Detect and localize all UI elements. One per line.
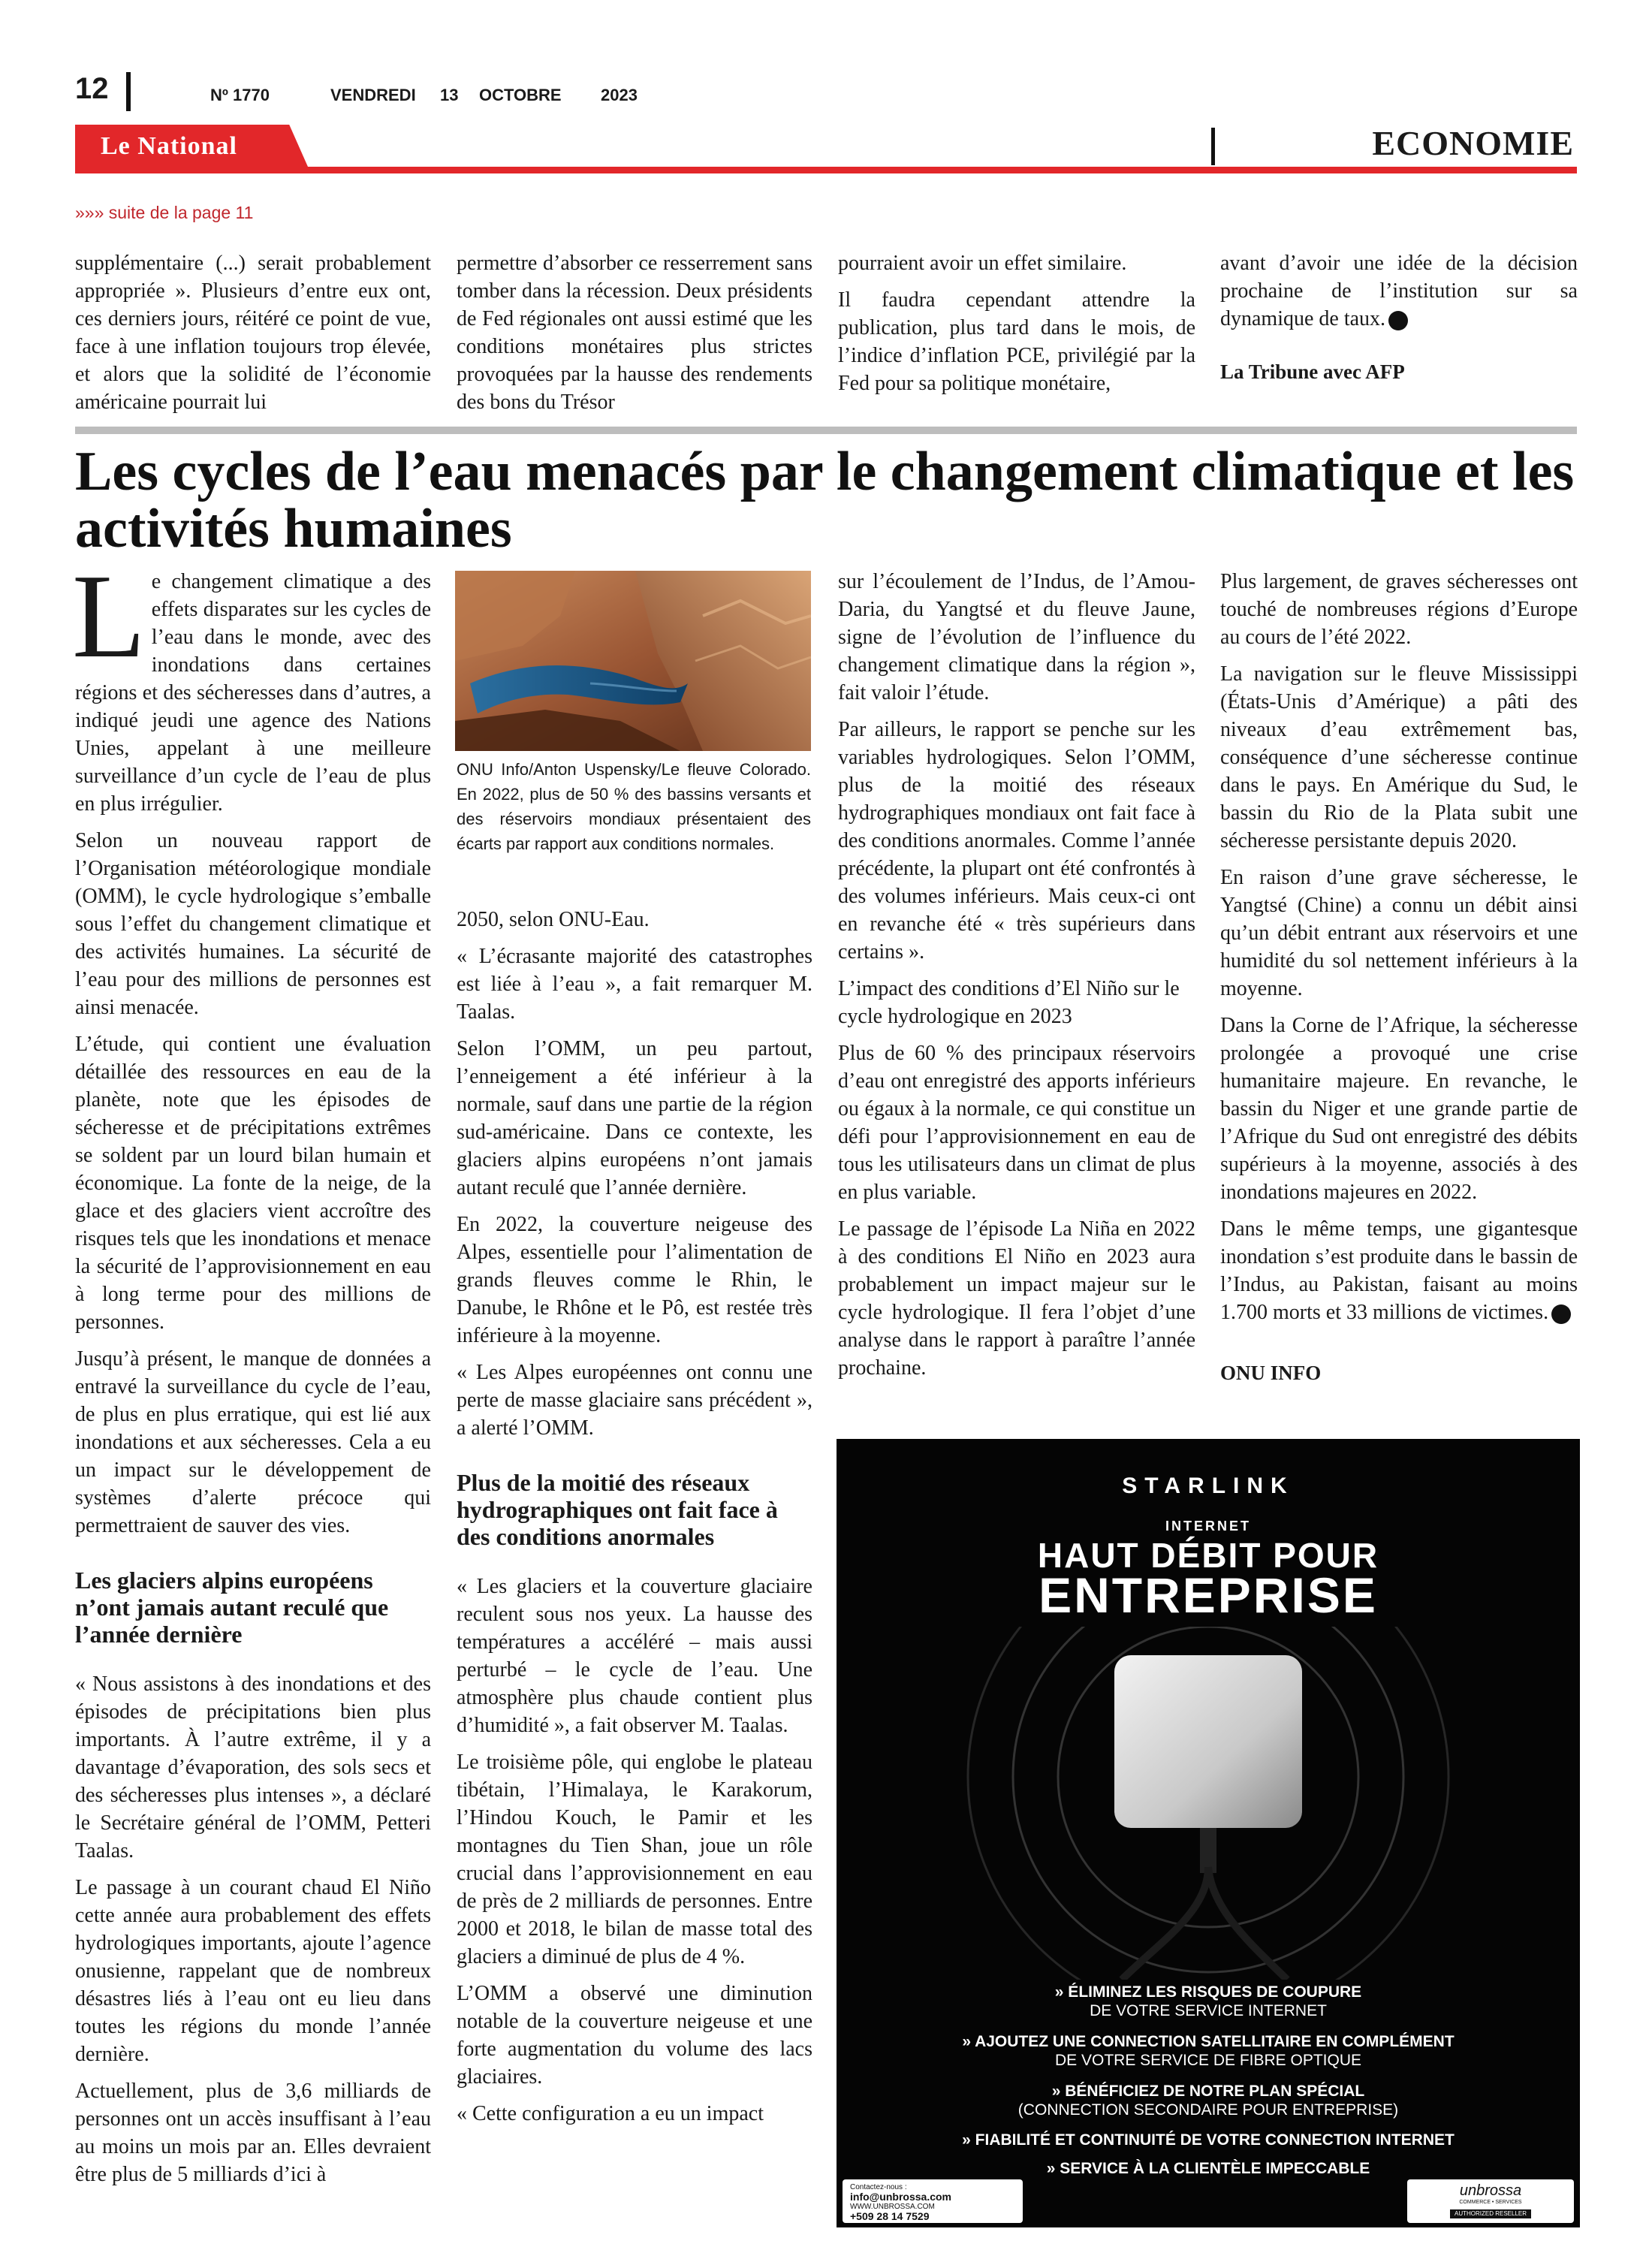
ad-benefit-3	[837, 2082, 1580, 2119]
paragraph-text: e changement climatique a des effets disparates sur les cycles de l’eau dans le monde, avec des inondations dans certaines régions et des sécheresses dans d’autres, a indiqué jeudi une agence des Nations Unies, appelant à une meilleure surveillance d’un cycle de l’eau de plus en plus irrégulier.	[75, 570, 431, 816]
colorado-river-photo	[455, 571, 811, 751]
section-title: ECONOMIE	[1372, 124, 1574, 162]
ad-benefit-line: » BÉNÉFICIEZ DE NOTRE PLAN SPÉCIAL	[1051, 2083, 1365, 2100]
paragraph-text: Dans le même temps, une gigantesque inondation s’est produite dans le bassin de l’Indus, au Pakistan, faisant au moins 1.700 morts et 33 millions de victimes.	[1220, 1217, 1578, 1324]
ad-benefit-4: » FIABILITÉ ET CONTINUITÉ DE VOTRE CONNECTION INTERNET	[962, 2131, 1455, 2149]
starlink-advertisement[interactable]	[837, 1439, 1580, 2227]
issue-day: VENDREDI	[330, 86, 416, 104]
section-divider	[1211, 128, 1215, 165]
drop-cap: L	[72, 549, 146, 683]
ad-benefit-1	[837, 1983, 1580, 2020]
paragraph: Il faudra cependant attendre la publication, plus tard dans le mois, de l’indice d’inflation PCE, privilégié par la Fed pour sa politique monétaire,	[838, 288, 1195, 395]
issue-date: 13	[440, 86, 459, 104]
paragraph: Dans la Corne de l’Afrique, la sécheresse prolongée a provoqué une crise humanitaire majeure. En revanche, le bassin du Niger et une grande partie de l’Afrique du Sud ont enregistré des débits supérieurs à la moyenne, associés à des inondations majeures en 2022.	[1220, 1014, 1578, 1204]
ad-benefit-line: » ÉLIMINEZ LES RISQUES DE COUPURE	[1054, 1983, 1362, 2001]
paragraph	[72, 549, 431, 818]
paragraph: Selon un nouveau rapport de l’Organisation météorologique mondiale (OMM), le cycle hydrologique s’emballe sous l’effet du changement climatique et des activités humaines. La sécurité de l’eau pour des millions de personnes est ainsi menacée.	[75, 829, 431, 1019]
paragraph: « Nous assistons à des inondations et des épisodes de précipitations bien plus importants. À l’autre extrême, il y a davantage d’évaporation, des sols secs et des sécheresses plus intenses », a déclaré le Secrétaire général de l’OMM, Petteri Taalas.	[75, 1672, 431, 1862]
ad-benefit-line: DE VOTRE SERVICE DE FIBRE OPTIQUE	[1054, 2052, 1362, 2069]
paragraph-text: avant d’avoir une idée de la décision prochaine de l’institution sur sa dynamique de taux.	[1220, 252, 1578, 330]
prev-article-column-4	[1220, 249, 1578, 386]
article-column-3	[838, 568, 1195, 1391]
article-divider	[75, 427, 1577, 434]
contact-label: Contactez-nous :	[850, 2183, 907, 2191]
contact-website[interactable]: WWW.UNBROSSA.COM	[850, 2203, 935, 2211]
article-headline: Les cycles de l’eau menacés par le changement climatique et les activités humaines	[75, 441, 1575, 559]
paragraph: En raison d’une grave sécheresse, le Yangtsé (Chine) a connu un débit ainsi qu’un débit entrant aux réservoirs et une humidité du sol nettement inférieurs à la moyenne.	[1220, 866, 1578, 1000]
paragraph: permettre d’absorber ce resserrement sans tomber dans la récession. Deux présidents de Fed régionales ont aussi estimé que les conditions monétaires plus strictes provoquées par la hausse des rendements des bons du Trésor	[457, 252, 812, 414]
paragraph: En 2022, la couverture neigeuse des Alpes, essentielle pour l’alimentation de grands fleuves comme le Rhin, le Danube, le Rhône et le Pô, est restée très inférieure à la moyenne.	[457, 1213, 812, 1347]
subheading: Plus de la moitié des réseaux hydrographiques ont fait face à des conditions anormales	[457, 1469, 778, 1550]
paragraph: Le troisième pôle, qui englobe le plateau tibétain, l’Himalaya, le Karakorum, l’Hindou Kouch, le Pamir et les montagnes du Tien Shan, joue un rôle crucial dans l’approvisionnement en eau de près de 2 milliards de personnes. Entre 2000 et 2018, le bilan de masse total des glaciers a diminué de plus de 4 %.	[457, 1751, 812, 1968]
issue-year: 2023	[601, 86, 638, 104]
paragraph: L’impact des conditions d’El Niño sur le cycle hydrologique en 2023	[838, 977, 1180, 1028]
article-photo	[455, 571, 811, 751]
article-column-1	[72, 549, 431, 2197]
ad-contact-box	[843, 2179, 1023, 2223]
reseller-logo-box	[1407, 2179, 1574, 2223]
ad-title-line-2: ENTREPRISE	[1039, 1567, 1378, 1623]
ad-brand: STARLINK	[1122, 1473, 1295, 1498]
paragraph: Le passage de l’épisode La Niña en 2022 à des conditions El Niño en 2023 aura probablement un impact majeur sur le cycle hydrologique. Il fera l’objet d’une analyse dans le rapport à paraître l’année prochaine.	[838, 1217, 1195, 1380]
issue-month: OCTOBRE	[479, 86, 562, 104]
paragraph: « Les Alpes européennes ont connu une perte de masse glaciaire sans précédent », a alerté l’OMM.	[457, 1361, 812, 1440]
paragraph	[1220, 249, 1578, 333]
paragraph: Par ailleurs, le rapport se penche sur les variables hydrologiques. Selon l’OMM, plus de la moitié des réseaux hydrographiques mondiaux ont fait face à des conditions anormales. Comme l’année précédente, la plupart ont été confrontés à des volumes inférieurs. Mais ceux-ci ont en revanche été « très supérieurs dans certains ».	[838, 718, 1195, 964]
end-of-article-icon	[1388, 311, 1408, 330]
ad-benefit-5: » SERVICE À LA CLIENTÈLE IMPECCABLE	[1046, 2160, 1370, 2177]
unbrossa-logo: unbrossa	[1459, 2182, 1522, 2199]
paragraph: « Les glaciers et la couverture glaciaire reculent sous nos yeux. La hausse des températures a accéléré – mais aussi perturbé – le cycle de l’eau. Une atmosphère plus chaude contient plus d’humidité », a fait observer M. Taalas.	[457, 1575, 812, 1737]
byline: La Tribune avec AFP	[1220, 360, 1405, 383]
prev-article-column-3	[838, 249, 1195, 406]
prev-article-column-1	[75, 249, 431, 425]
article-column-2	[457, 906, 812, 2137]
paragraph: 2050, selon ONU-Eau.	[457, 908, 650, 931]
paragraph: Plus de 60 % des principaux réservoirs d’eau ont enregistré des apports inférieurs ou égaux à la normale, ce qui constitue un défi pour l’approvisionnement en eau de tous les utilisateurs dans un climat de plus en plus variable.	[838, 1042, 1195, 1204]
paragraph: « L’écrasante majorité des catastrophes est liée à l’eau », a fait remarquer M. Taalas.	[457, 945, 812, 1024]
newspaper-logo: Le National	[101, 132, 237, 160]
ad-benefit-2	[837, 2032, 1580, 2070]
ad-benefit-line: (CONNECTION SECONDAIRE POUR ENTREPRISE)	[1017, 2101, 1399, 2119]
satellite-dish-illustration	[837, 1627, 1580, 1980]
paragraph: Actuellement, plus de 3,6 milliards de personnes ont un accès insuffisant à l’eau au moins un mois par an. Elles devraient être plus de 5 milliards d’ici à	[75, 2080, 431, 2186]
issue-number: Nº 1770	[210, 86, 270, 104]
paragraph: Jusqu’à présent, le manque de données a entravé la surveillance du cycle de l’eau, de plus en plus erratique, qui est lié aux inondations et aux sécheresses. Cela a eu un impact sur le développement de systèmes d’alerte précoce qui permettraient de sauver des vies.	[75, 1347, 431, 1537]
ad-kicker: INTERNET	[1165, 1519, 1251, 1534]
ad-benefit-line: DE VOTRE SERVICE INTERNET	[1090, 2002, 1327, 2019]
reseller-badge: AUTHORIZED RESELLER	[1450, 2209, 1531, 2218]
prev-article-column-2	[457, 249, 812, 425]
page-number: 12	[75, 72, 109, 105]
page-number-divider	[126, 72, 131, 111]
paragraph: L’étude, qui contient une évaluation détaillée des ressources en eau de la planète, note que les épisodes de sécheresse et de précipitations extrêmes se soldent par un lourd bilan humain et économique. La fonte de la neige, de la glace et des glaciers vient accroître des risques tels que les inondations et menace la sécurité de l’approvisionnement en eau à long terme pour des millions de personnes.	[75, 1033, 431, 1334]
contact-email[interactable]: info@unbrossa.com	[850, 2191, 951, 2203]
paragraph: pourraient avoir un effet similaire.	[838, 252, 1127, 275]
paragraph: sur l’écoulement de l’Indus, de l’Amou-Daria, du Yangtsé et du fleuve Jaune, signe de l’évolution de l’influence du changement climatique dans la région », fait valoir l’étude.	[838, 570, 1195, 704]
paragraph: « Cette configuration a eu un impact	[457, 2102, 764, 2125]
byline: ONU INFO	[1220, 1362, 1322, 1384]
paragraph: La navigation sur le fleuve Mississippi (États-Unis d’Amérique) a pâti des niveaux d’eau extrêmement bas, conséquence d’une sécheresse continue dans le pays. En Amérique du Sud, le bassin du Rio de la Plata subit une sécheresse persistante depuis 2020.	[1220, 662, 1578, 852]
paragraph: L’OMM a observé une diminution notable de la couverture neigeuse et une forte augmentation du volume des lacs glaciaires.	[457, 1982, 812, 2089]
paragraph	[1220, 1215, 1578, 1326]
paragraph: Le passage à un courant chaud El Niño cette année aura probablement des effets hydrologiques importants, ajoute l’agence onusienne, rappelant que de nombreux désastres liés à l’eau ont eu lieu dans toutes les régions du monde l’année dernière.	[75, 1876, 431, 2066]
article-column-4	[1220, 568, 1578, 1387]
header-rule	[75, 167, 1577, 173]
contact-phone[interactable]: +509 28 14 7529	[850, 2210, 930, 2222]
end-of-article-icon	[1551, 1304, 1571, 1324]
paragraph: supplémentaire (...) serait probablement appropriée ». Plusieurs d’entre eux ont, ces derniers jours, réitéré ce point de vue, face à une inflation toujours trop élevée, et alors que la solidité de l’économie américaine pourrait lui	[75, 252, 431, 414]
subheading: Les glaciers alpins européens n’ont jamais autant reculé que l’année dernière	[75, 1567, 389, 1648]
paragraph: Plus largement, de graves sécheresses ont touché de nombreuses régions d’Europe au cours de l’été 2022.	[1220, 570, 1578, 649]
photo-caption: ONU Info/Anton Uspensky/Le fleuve Colorado. En 2022, plus de 50 % des bassins versants et des réservoirs mondiaux présentaient des écarts par rapport aux conditions normales.	[457, 760, 811, 853]
logo-tagline: COMMERCE • SERVICES	[1459, 2200, 1522, 2205]
continued-from: »»» suite de la page 11	[75, 203, 254, 222]
ad-title-line-1: HAUT DÉBIT POUR	[1037, 1536, 1379, 1575]
paragraph: Selon l’OMM, un peu partout, l’enneigement a été inférieur à la normale, sauf dans une partie de la région sud-américaine. Dans ce contexte, les glaciers alpins européens n’ont jamais autant reculé que l’année dernière.	[457, 1037, 812, 1199]
ad-benefit-line: » AJOUTEZ UNE CONNECTION SATELLITAIRE EN COMPLÉMENT	[962, 2033, 1455, 2050]
